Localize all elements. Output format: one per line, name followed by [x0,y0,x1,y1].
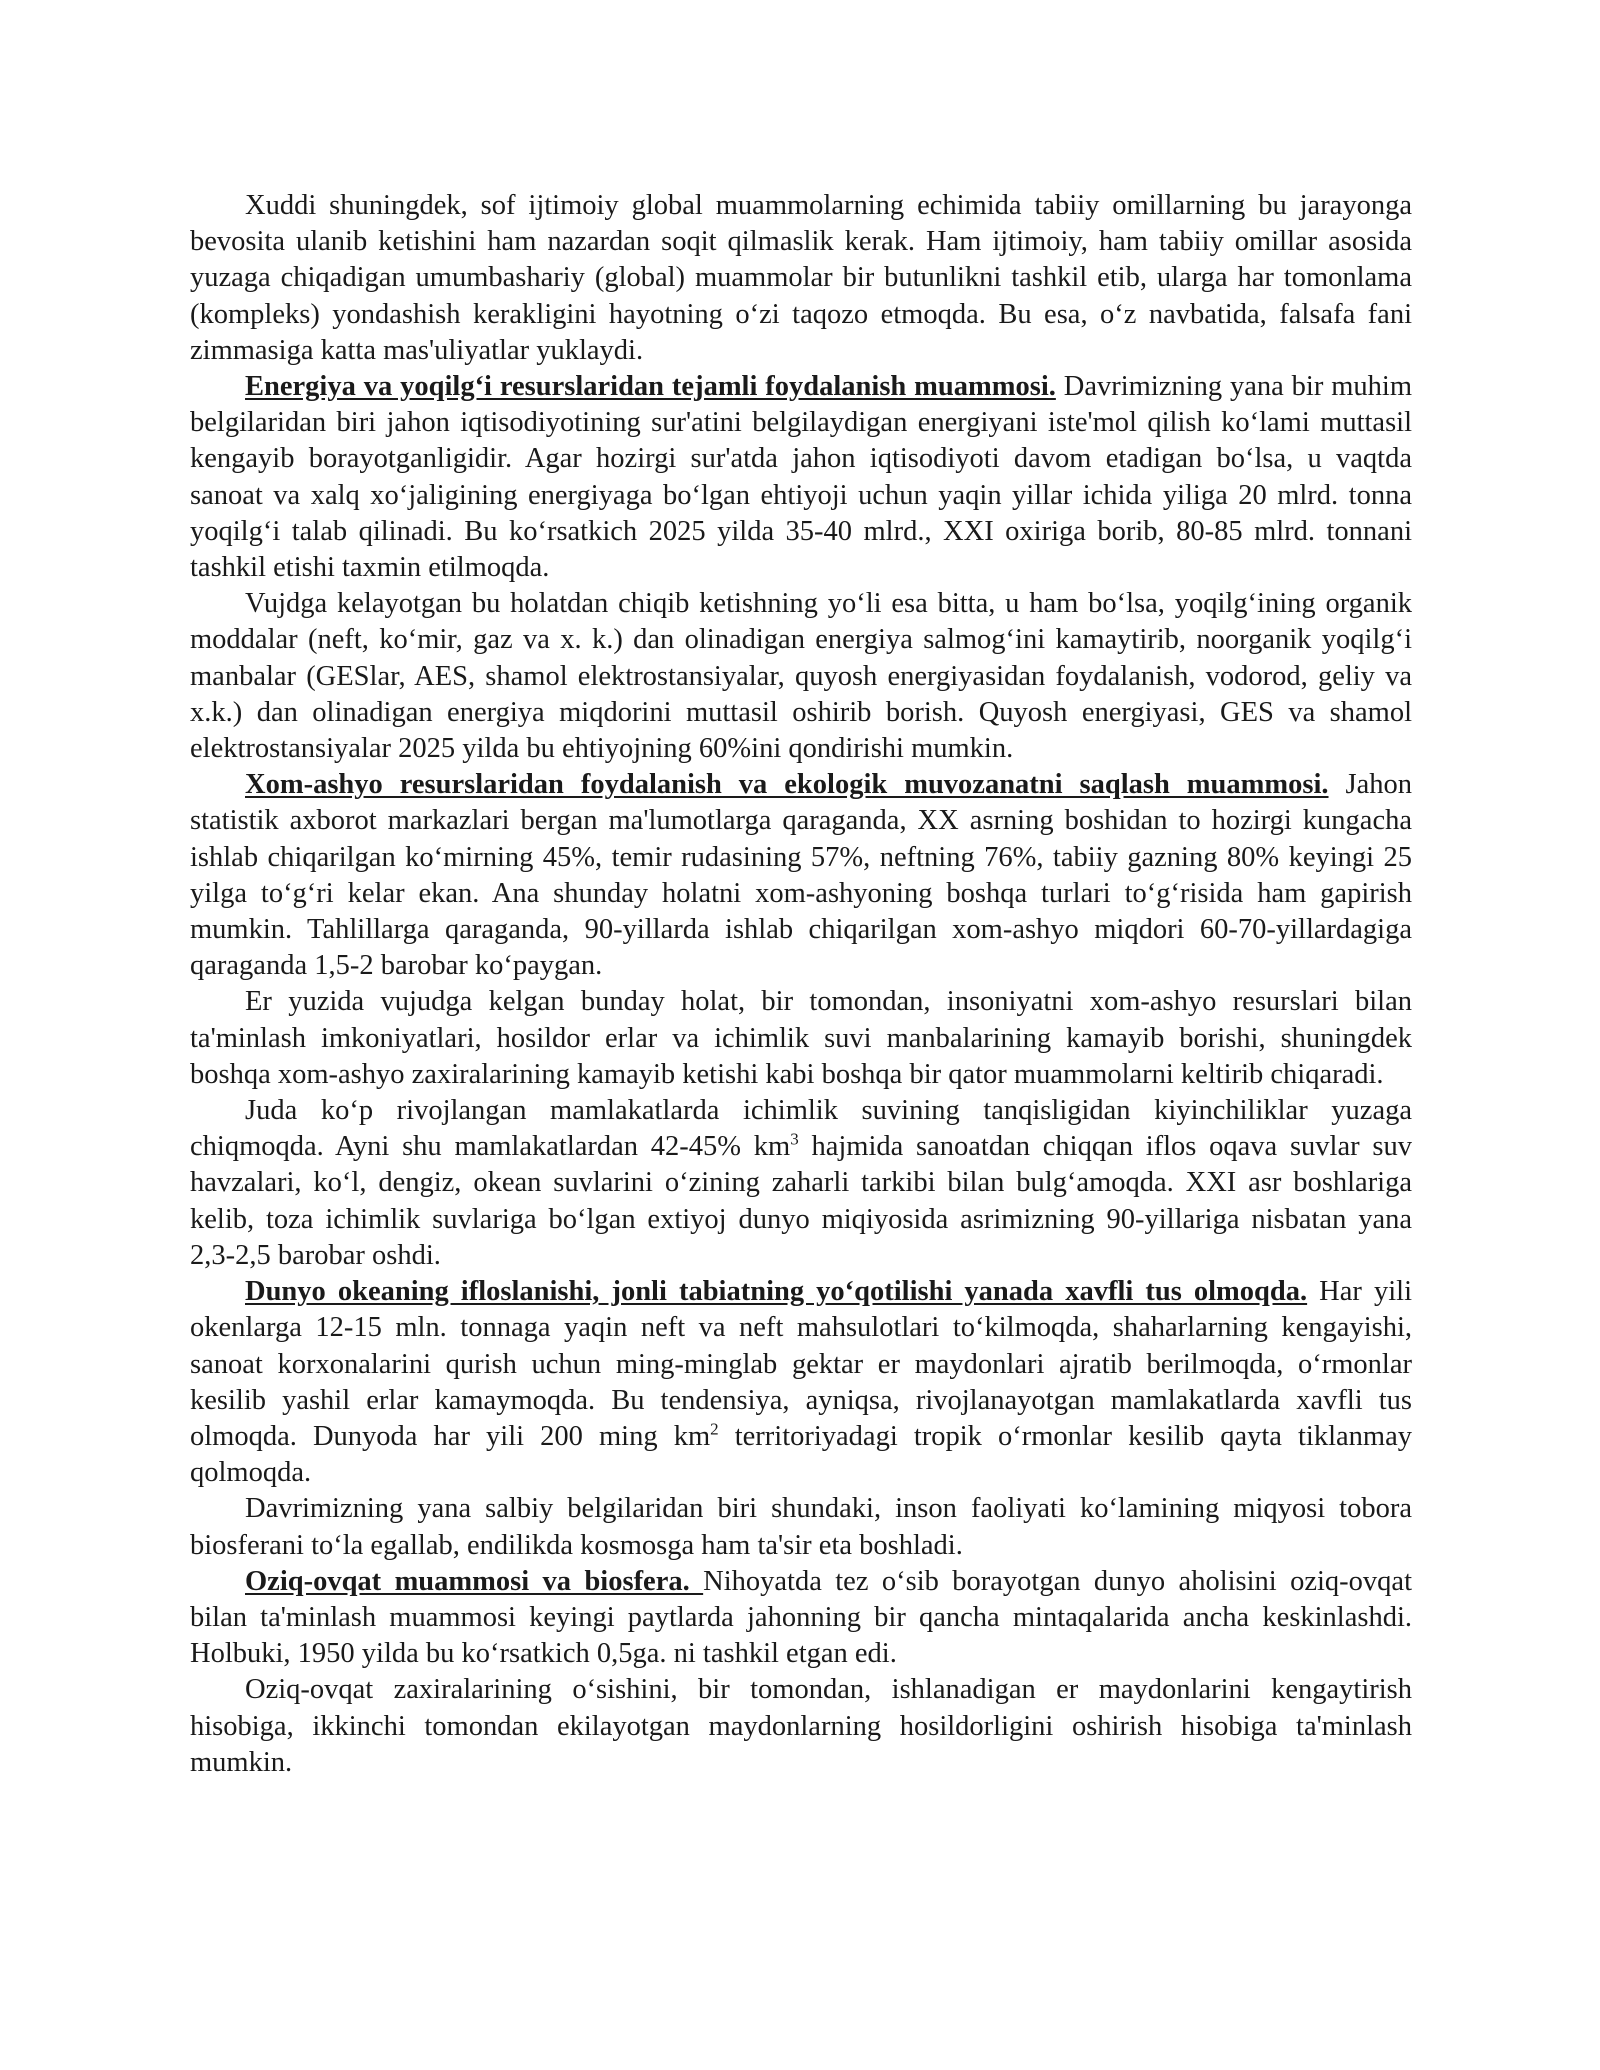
paragraph-energy [190,369,1412,586]
paragraph-text: Davrimizning yana salbiy belgilaridan biri shundaki, inson faoliyati koʻlamining miqyosi tobora biosferani toʻla egallab, endilikda kosmosga ham ta'sir eta boshladi. [190,1493,1412,1561]
paragraph-text: Nihoyatda tez oʻsib borayotgan dunyo aholisini oziq-ovqat bilan ta'minlash muammosi keyingi paytlarda jahonning bir qancha mintaqalarida ancha keskinlashdi. Holbuki, 1950 yilda bu koʻrsatkich 0,5ga. ni tashkil etgan edi. [190,1565,1412,1670]
paragraph-text: Oziq-ovqat zaxiralarining oʻsishini, bir tomondan, ishlanadigan er maydonlarini kengaytirish hisobiga, ikkinchi tomondan ekilayotgan maydonlarning hosildorligini oshirish hisobiga ta'minlash mumkin. [190,1674,1412,1778]
paragraph-text: Jahon statistik axborot markazlari bergan ma'lumotlarga qaraganda, XX asrning boshidan to hozirgi kungacha ishlab chiqarilgan koʻmirning 45%, temir rudasining 57%, neftning 76%, tabiiy gazning 80% keyingi 25 yilga toʻgʻri kelar ekan. Ana shunday holatni xom-ashyoning boshqa turlari toʻgʻrisida ham gapirish mumkin. Tahlillarga qaraganda, 90-yillarda ishlab chiqarilgan xom-ashyo miqdori 60-70-yillardagiga qaraganda 1,5-2 barobar koʻpaygan. [190,769,1412,982]
section-heading-ocean-pollution: Dunyo okeaning ifloslanishi, jonli tabiatning yoʻqotilishi yanada xavfli tus olmoqda. [245,1276,1308,1308]
paragraph-food-reserves [190,1672,1412,1781]
superscript: 2 [710,1419,719,1439]
paragraph-text: Xuddi shuningdek, sof ijtimoiy global muammolarning echimida tabiiy omillarning bu jarayonga bevosita ulanib ketishini ham nazardan soqit qilmaslik kerak. Ham ijtimoiy, ham tabiiy omillar asosida yuzaga chiqadigan umumbashariy (global) muammolar bir butunlikni tashkil etib, ularga har tomonlama (kompleks) yondashish kerakligini hayotning oʻzi taqozo etmoqda. Bu esa, oʻz navbatida, falsafa fani zimmasiga katta mas'uliyatlar yuklaydi. [190,190,1412,366]
paragraph-text: territoriyadagi tropik oʻrmonlar kesilib qayta tiklanmay qolmoqda. [190,1420,1412,1489]
paragraph-biosphere [190,1491,1412,1563]
section-heading-raw-materials: Xom-ashyo resurslaridan foydalanish va ekologik muvozanatni saqlash muammosi. [245,769,1329,801]
paragraph-raw-materials [190,767,1412,984]
document-page [190,188,1412,1781]
paragraph-energy-solution [190,586,1412,767]
paragraph-text: Juda koʻp rivojlangan mamlakatlarda ichimlik suvining tanqisligidan kiyinchiliklar yuzaga chiqmoqda. Ayni shu mamlakatlardan 42-45% km [190,1095,1412,1163]
paragraph-resource-consequences [190,984,1412,1093]
paragraph-text: Vujdga kelayotgan bu holatdan chiqib ketishning yoʻli esa bitta, u ham boʻlsa, yoqilgʻining organik moddalar (neft, koʻmir, gaz va x. k.) dan olinadigan energiya salmogʻini kamaytirib, noorganik yoqilgʻi manbalar (GESlar, AES, shamol elektrostansiyalar, quyosh energiyasidan foydalanish, vodorod, geliy va x.k.) dan olinadigan energiya miqdorini muttasil oshirib borish. Quyosh energiyasi, GES va shamol elektrostansiyalar 2025 yilda bu ehtiyojning 60%ini qondirishi mumkin. [190,588,1412,765]
section-heading-food: Oziq-ovqat muammosi va biosfera. [245,1565,704,1597]
section-heading-energy: Energiya va yoqilgʻi resurslaridan tejamli foydalanish muammosi. [245,371,1056,403]
paragraph-food [190,1564,1412,1673]
paragraph-text: Davrimizning yana bir muhim belgilaridan biri jahon iqtisodiyotining sur'atini belgilaydigan energiyani iste'mol qilish koʻlami muttasil kengayib borayotganligidir. Agar hozirgi sur'atda jahon iqtisodiyoti davom etadigan boʻlsa, u vaqtda sanoat va xalq xoʻjaligining energiyaga boʻlgan ehtiyoji uchun yaqin yillar ichida yiliga 20 mlrd. tonna yoqilgʻi talab qilinadi. Bu koʻrsatkich 2025 yilda 35-40 mlrd., XXI oxiriga borib, 80-85 mlrd. tonnani tashkil etishi taxmin etilmoqda. [190,371,1412,584]
paragraph-text: hajmida sanoatdan chiqqan iflos oqava suvlar suv havzalari, koʻl, dengiz, okean suvlarini oʻzining zaharli tarkibi bilan bulgʻamoqda. XXI asr boshlariga kelib, toza ichimlik suvlariga boʻlgan extiyoj dunyo miqiyosida asrimizning 90-yillariga nisbatan yana 2,3-2,5 barobar oshdi. [190,1131,1412,1271]
paragraph-global-problems [190,188,1412,369]
superscript: 3 [790,1129,799,1149]
paragraph-ocean-pollution [190,1274,1412,1491]
paragraph-text: Har yili okenlarga 12-15 mln. tonnaga yaqin neft va neft mahsulotlari toʻkilmoqda, shaharlarning kengayishi, sanoat korxonalarini qurish uchun ming-minglab gektar er maydonlari ajratib berilmoqda, oʻrmonlar kesilib yashil erlar kamaymoqda. Bu tendensiya, ayniqsa, rivojlanayotgan mamlakatlarda xavfli tus olmoqda. Dunyoda har yili 200 ming km [190,1276,1412,1452]
paragraph-text: Er yuzida vujudga kelgan bunday holat, bir tomondan, insoniyatni xom-ashyo resurslari bilan ta'minlash imkoniyatlari, hosildor erlar va ichimlik suvi manbalarining kamayib borishi, shuningdek boshqa xom-ashyo zaxiralarining kamayib ketishi kabi boshqa bir qator muammolarni keltirib chiqaradi. [190,986,1412,1090]
paragraph-drinking-water [190,1093,1412,1274]
